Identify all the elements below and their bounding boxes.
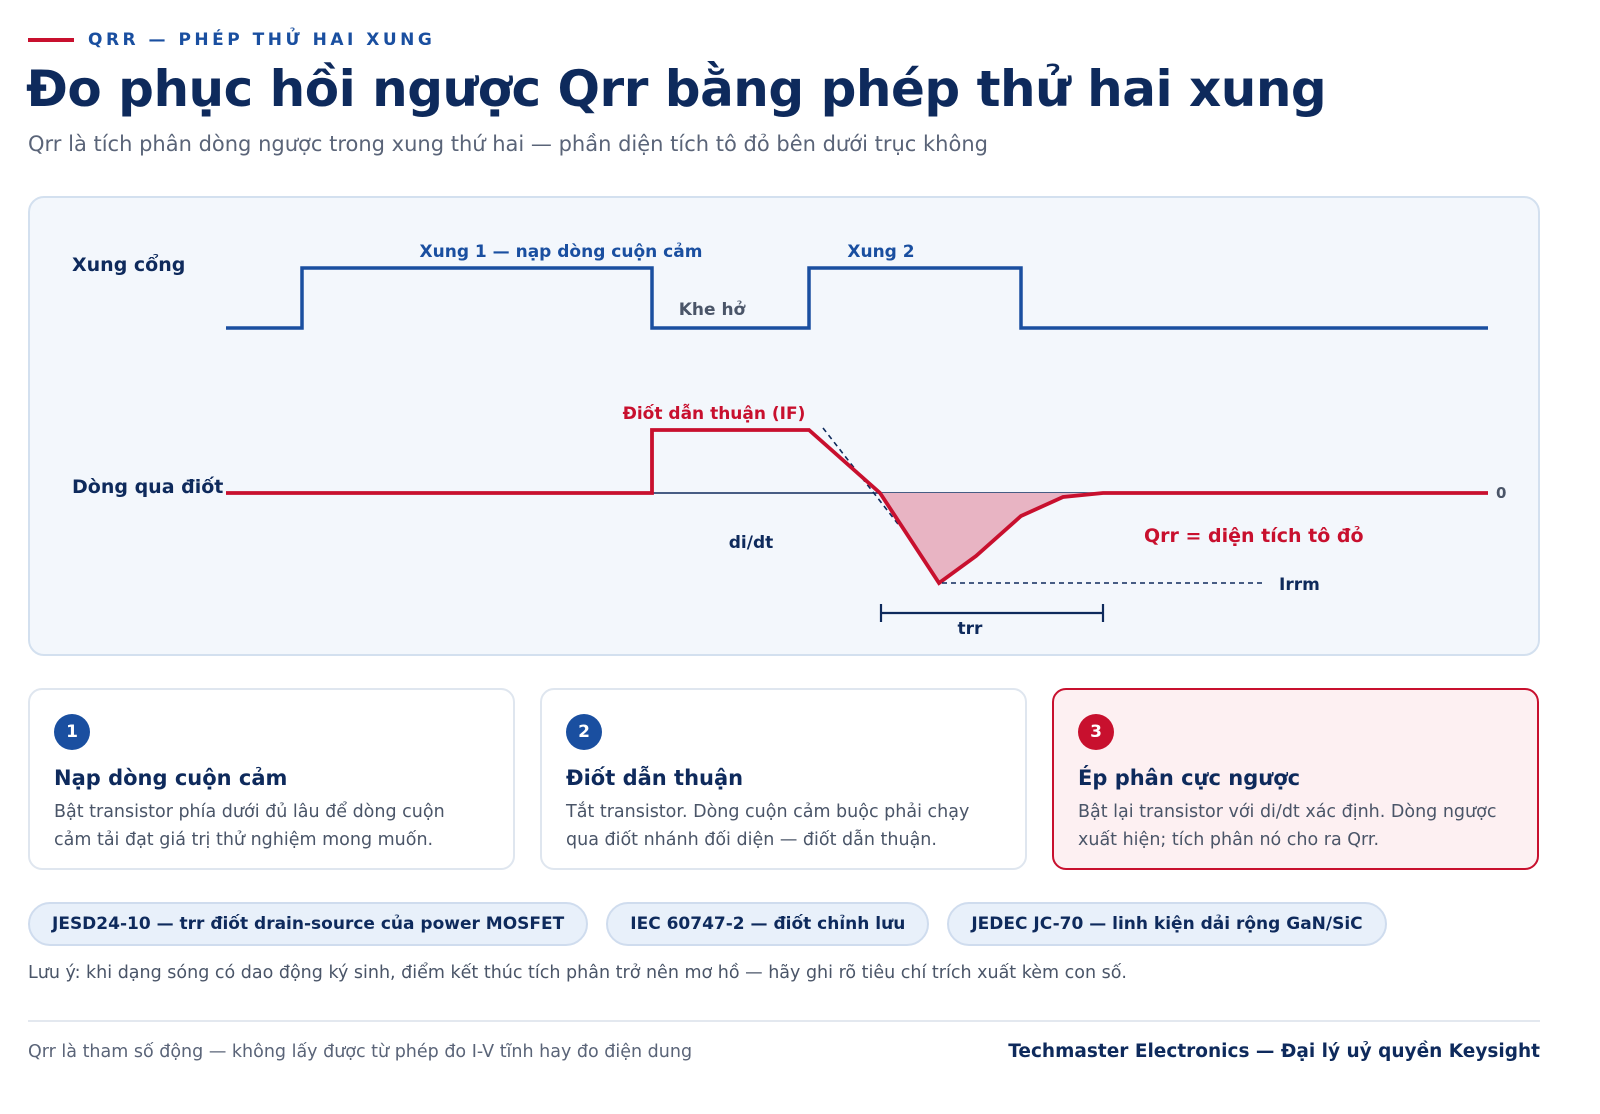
step-description-line: Bật lại transistor với di/dt xác định. Dòng ngược [1078,802,1497,822]
trr-label: trr [957,619,983,639]
step-description [54,798,489,854]
step-description-line: xuất hiện; tích phân nó cho ra Qrr. [1078,830,1380,850]
forward-conduction-label: Điốt dẫn thuận (IF) [622,404,806,424]
zero-axis-label: 0 [1496,484,1507,502]
step-description [1078,798,1513,854]
pulse1-label: Xung 1 — nạp dòng cuộn cảm [419,242,703,262]
footer-caption: Qrr là tham số động — không lấy được từ phép đo I-V tĩnh hay đo điện dung [28,1042,693,1062]
step-description-line: Bật transistor phía dưới đủ lâu để dòng cuộn [54,802,445,822]
pulse2-label: Xung 2 [847,242,915,262]
step-title: Điốt dẫn thuận [566,766,744,790]
step-card-reverse-bias [1052,688,1539,870]
qrr-label: Qrr = diện tích tô đỏ [1144,525,1364,547]
standard-chip-jesd24-10: JESD24-10 — trr điốt drain-source của power MOSFET [28,902,588,946]
step-number-badge: 2 [566,714,602,750]
qrr-shaded-area [880,493,1103,583]
step-card-charge-inductor [28,688,515,870]
footer-divider [28,1020,1540,1022]
step-description [566,798,1001,854]
standard-chip-iec-60747-2: IEC 60747-2 — điốt chỉnh lưu [606,902,929,946]
waveform-diagram-panel [28,196,1540,656]
eyebrow [28,28,435,52]
step-description-line: qua điốt nhánh đối diện — điốt dẫn thuận. [566,830,937,850]
step-description-line: Tắt transistor. Dòng cuộn cảm buộc phải chạy [566,802,970,822]
step-title: Nạp dòng cuộn cảm [54,766,288,790]
gate-signal-label: Xung cổng [72,254,186,276]
irrm-label: Irrm [1279,575,1320,595]
step-card-forward-conduction [540,688,1027,870]
page-subtitle: Qrr là tích phân dòng ngược trong xung thứ hai — phần diện tích tô đỏ bên dưới trục không [28,132,988,156]
eyebrow-text: QRR — PHÉP THỬ HAI XUNG [88,30,436,50]
page-title: Đo phục hồi ngược Qrr bằng phép thử hai xung [26,60,1327,118]
waveform-diagram [30,198,1542,658]
standard-chip-jedec-jc-70: JEDEC JC-70 — linh kiện dải rộng GaN/SiC [947,902,1386,946]
diode-current-label: Dòng qua điốt [72,476,224,498]
gap-label: Khe hở [678,300,746,320]
note-text: Lưu ý: khi dạng sóng có dao động ký sinh, điểm kết thúc tích phân trở nên mơ hồ — hãy ghi rõ tiêu chí trích xuất kèm con số. [28,963,1127,983]
eyebrow-accent-bar [28,38,74,42]
diode-current-waveform [226,430,1488,583]
step-description-line: cảm tải đạt giá trị thử nghiệm mong muốn. [54,830,434,850]
step-number-badge: 1 [54,714,90,750]
didt-label: di/dt [728,533,774,553]
footer-brand: Techmaster Electronics — Đại lý uỷ quyền Keysight [1008,1041,1540,1062]
gate-pulse-waveform [226,268,1488,328]
standards-chip-list [28,902,1387,946]
step-number-badge: 3 [1078,714,1114,750]
step-title: Ép phân cực ngược [1078,766,1301,790]
